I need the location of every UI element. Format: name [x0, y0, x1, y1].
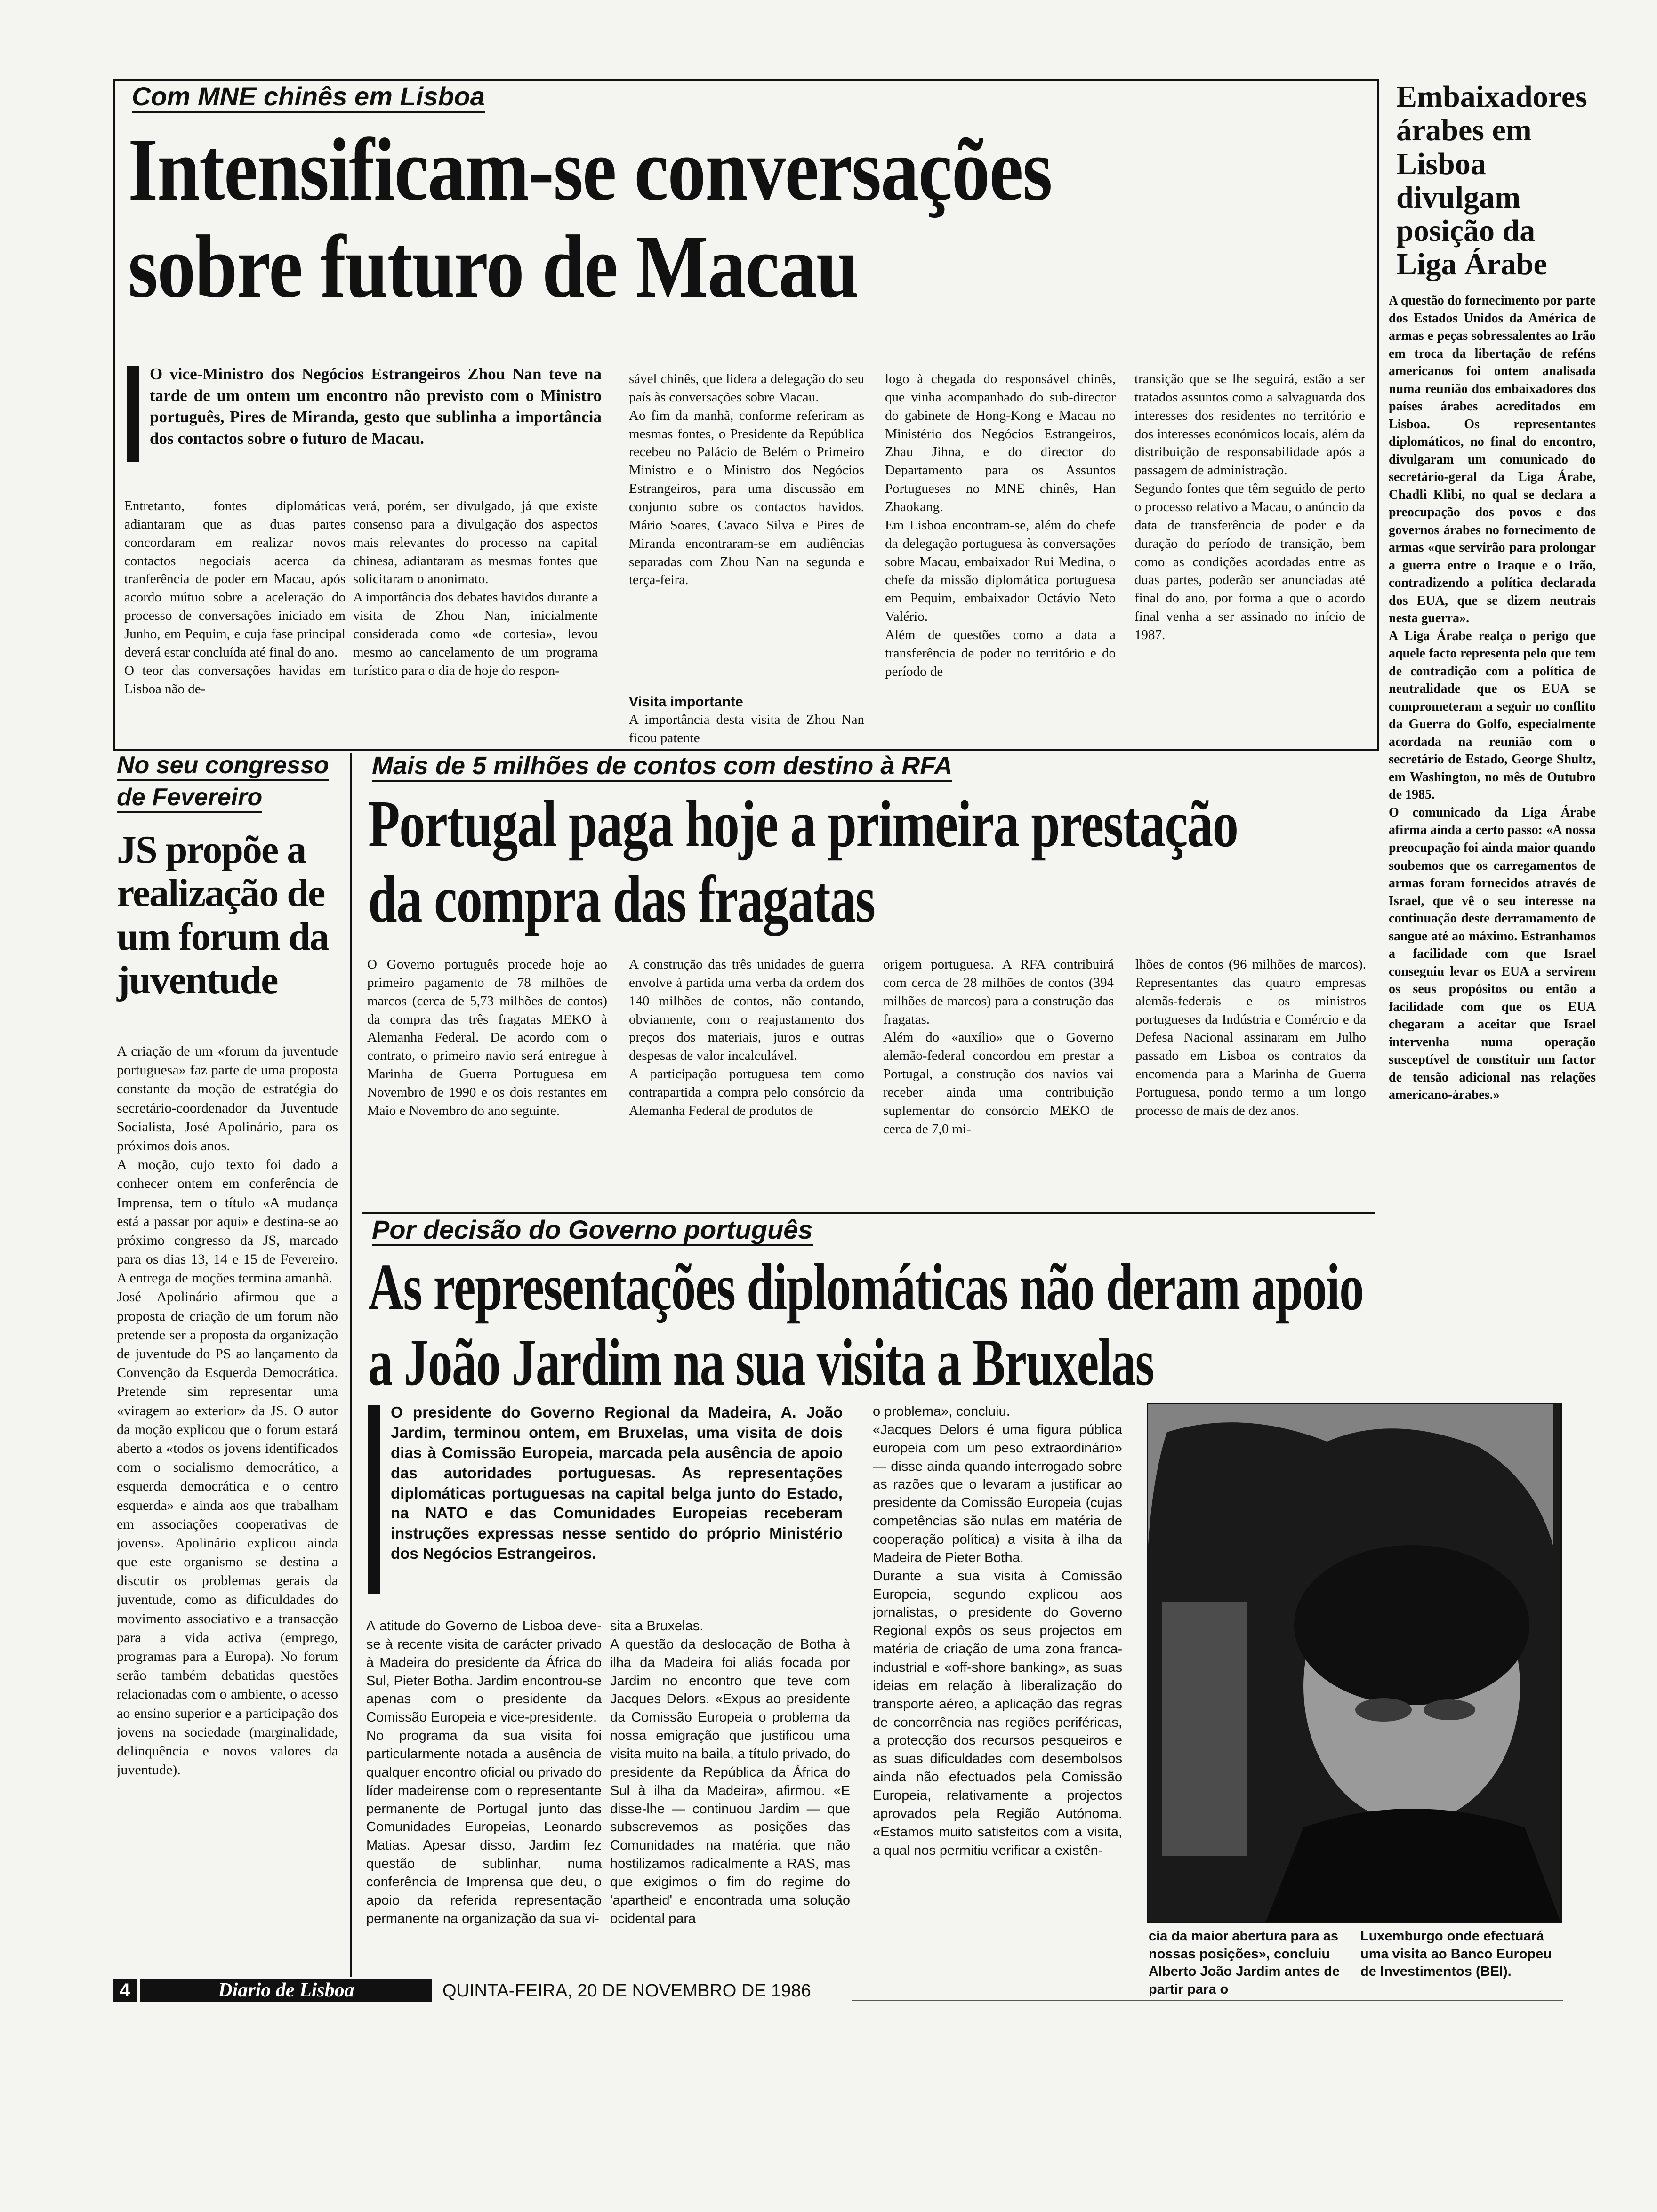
masthead-logo: Diario de Lisboa	[140, 1979, 432, 2002]
js-article-kicker-line2: de Fevereiro	[117, 783, 262, 811]
top-article-col3: sável chinês, que lidera a delegação do seu país às conversações sobre Macau. Ao fim da manhã, conforme referiram as mesmas fontes, o Presidente da República recebeu no Palácio de Belém o Primeiro Ministro e o Ministro dos Negócios Estrangeiros, para uma discussão em conjunto sobre os contactos havidos. Mário Soares, Cavaco Silva e Pires de Miranda encontraram-se em audiências separadas com Zhou Nan na segunda e terça-feira.	[629, 371, 864, 588]
top-article-col3-subhead: Visita importante	[629, 694, 743, 710]
top-article-col4: logo à chegada do responsável chinês, que vinha acompanhado do sub-director do gabinete de Hong-Kong e Macau no Ministério dos Negócios Estrangeiros, Zhau Jihna, e do director do Departamento para os Assuntos Portugueses no MNE chinês, Han Zhaokang. Em Lisboa encontram-se, além do chefe da delegação portuguesa às conversações sobre Macau, embaixador Rui Medina, o chefe da missão diplomática portuguesa em Pequim, embaixador Octávio Neto Valério. Além de questões como a data a transferência de poder no território e do período de	[885, 371, 1116, 679]
jardim-article-col3: o problema», concluiu. «Jacques Delors é uma figura pública europeia com um peso extraordinário» — disse ainda quando interrogado sobre as razões que o levaram a justificar ao presidente da Comissão Europeia (cujas competências são nulas em matéria de cooperação política) a visita à ilha da Madeira de Pieter Botha. Durante a sua visita à Comissão Europeia, segundo explicou aos jornalistas, o presidente do Governo Regional expôs os seus projectos em matéria de criação de uma zona franca-industrial e «off-shore banking», as suas ideias em relação à liberalização do transporte aéreo, a aplicação das regras de concorrência nas regiões periféricas, a protecção dos recursos pesqueiros e as suas dificuldades com desembolsos ainda não efectuados pela Comissão Europeia, relativamente a projectos aprovados pela Região Autónoma. «Estamos muito satisfeitos com a visita, a qual nos permitiu verificar a existên-	[873, 1404, 1122, 1858]
frigates-article-col4: lhões de contos (96 milhões de marcos). Representantes das quatro empresas alemãs-federais e os ministros portugueses da Indústria e Comércio e da Defesa Nacional assinaram em Julho passado em Lisboa os contratos da encomenda para a Marinha de Guerra Portuguesa, pondo termo a um longo processo de mais de dez anos.	[1135, 957, 1366, 1118]
jardim-article-headline-line1: As representações diplomáticas não deram apoio	[368, 1250, 1364, 1324]
js-article-kicker-line1: No seu congresso	[117, 751, 329, 779]
top-article-col1: Entretanto, fontes diplomáticas adiantaram que as duas partes concordaram em realizar novos contactos negociais acerca da tranferência de poder em Macau, após acordo mútuo sobre a aceleração do processo de conversações iniciado em Junho, em Pequim, e cuja fase principal deverá estar concluída até final do ano. O teor das conversações havidas em Lisboa não de-	[124, 498, 346, 697]
frigates-article-col2: A construção das três unidades de guerra envolve à partida uma verba da ordem dos 140 milhões de contos, não contando, obviamente, com o reajustamento dos preços dos materiais, juros e outras despesas de valor incalculável. A participação portuguesa tem como contrapartida a compra pelo consórcio da Alemanha Federal de produtos de	[629, 957, 864, 1118]
frigates-article-headline-line1: Portugal paga hoje a primeira prestação	[368, 786, 1238, 861]
right-article-body: A questão do fornecimento por parte dos Estados Unidos da América de armas e peças sobressalentes ao Irão em troca da libertação de reféns americanos foi ontem analisada numa reunião dos embaixadores dos países árabes acreditados em Lisboa. Os representantes diplomáticos, no final do encontro, divulgaram um comunicado do secretário-geral da Liga Árabe, Chadli Klibi, no qual se declara a preocupação dos povos e dos governos árabes no fornecimento de armas «que servirão para prolongar a guerra entre o Iraque e o Irão, contradizendo a política declarada dos EUA, que se dizem neutrais nesta guerra». A Liga Árabe realça o perigo que aquele facto representa pelo que tem de contradição com a política de neutralidade que os EUA se comprometeram a seguir no conflito da Guerra do Golfo, especialmente acordada na reunião com o secretário de Estado, George Shultz, em Washington, no mês de Outubro de 1985. O comunicado da Liga Árabe afirma ainda a certo passo: «A nossa preocupação foi ainda maior quando soubemos que os carregamentos de armas foram fornecidos através de Israel, que vê o seu interesse na continuação deste derramamento de sangue até ao máximo. Estranhamos a facilidade com que Israel conseguiu levar os EUA a servirem os seus propósitos ou então a facilidade com que os EUA chegaram a aceitar que Israel intervenha numa operação susceptível de constituir um factor de tensão adicional nas relações americano-árabes.»	[1389, 293, 1596, 1103]
jardim-article-headline-line2: a João Jardim na sua visita a Bruxelas	[368, 1325, 1154, 1399]
top-article-lead: O vice-Ministro dos Negócios Estrangeiros Zhou Nan teve na tarde de um ontem um encontro não previsto com o Ministro português, Pires de Miranda, gesto que sublinha a importância dos contactos sobre o futuro de Macau.	[150, 365, 602, 448]
top-article-lead-bar	[127, 366, 139, 462]
frigates-article-bottom-rule	[362, 1212, 1375, 1214]
js-article-divider	[350, 753, 352, 1977]
js-article-body: A criação de um «forum da juventude portuguesa» faz parte de uma proposta constante da moção de estratégia do secretário-coordenador da Juventude Socialista, José Apolinário, para os próximos dois anos. A moção, cujo texto foi dado a conhecer ontem em conferência de Imprensa, tem o título «A mudança está a passar por aqui» e destina-se ao próximo congresso da JS, marcado para os dias 13, 14 e 15 de Fevereiro. A entrega de moções termina amanhã. José Apolinário afirmou que a proposta de criação de um forum não pretende ser a proposta da organização de juventude do PS ao lançamento da Convenção da Esquerda Democrática. Pretende sim representar uma «viragem ao exterior» da JS. O autor da moção explicou que o forum estará aberto a «todos os jovens identificados com o socialismo democrático, a esquerda democrática e o centro esquerda» e ainda aos que trabalham em associações cooperativas de jovens». Apolinário explicou ainda que este organismo se destina a discutir os problemas gerais da juventude, como as dificuldades do movimento associativo e a transacção para a vida activa (emprego, programas para a Europa). No forum serão também debatidas questões relacionadas com o ambiente, o acesso ao ensino superior e a participação dos jovens na sociedade (marginalidade, delinquência e novos valores da juventude).	[117, 1043, 338, 1778]
top-article-headline-line2: sobre futuro de Macau	[128, 217, 858, 316]
top-article-headline-line1: Intensificam-se conversações	[128, 120, 1052, 219]
jardim-photo	[1147, 1403, 1562, 1923]
top-article-col3-after: A importância desta visita de Zhou Nan ficou patente	[629, 712, 864, 745]
frigates-article-col1: O Governo português procede hoje ao primeiro pagamento de 78 milhões de marcos (cerca de 5,73 milhões de contos) da compra das três fragatas MEKO à Alemanha Federal. De acordo com o contrato, o primeiro navio será entregue à Marinha de Guerra Portuguesa em Novembro de 1990 e os dois restantes em Maio e Novembro do ano seguinte.	[367, 957, 607, 1118]
right-article-headline: Embaixadores árabes em Lisboa divulgam posição da Liga Árabe	[1396, 80, 1587, 282]
jardim-article-lead: O presidente do Governo Regional da Madeira, A. João Jardim, terminou ontem, em Bruxelas, uma visita de dois dias à Comissão Europeia, marcada pela ausência de apoio das autoridades portuguesas. As representações diplomáticas portuguesas na capital belga junto do Estado, na NATO e das Comunidades Europeias receberam instruções expressas nesse sentido do próprio Ministério dos Negócios Estrangeiros.	[391, 1403, 843, 1563]
top-article-kicker: Com MNE chinês em Lisboa	[132, 81, 485, 112]
jardim-article-col2: sita a Bruxelas. A questão da deslocação de Botha à ilha da Madeira foi aliás focada por Jardim no encontro que teve com Jacques Delors. «Expus ao presidente da Comissão Europeia o problema da nossa emigração que justificou uma visita muito na baila, a título privado, do presidente da República da África do Sul à ilha da Madeira», afirmou. «E disse-lhe — continuou Jardim — que subscrevemos as posições das Comunidades na matéria, que não hostilizamos radicalmente a RAS, mas que exigimos o fim do regime do 'apartheid' e encontrada uma solução ocidental para	[610, 1619, 850, 1926]
page-number: 4	[113, 1979, 137, 2002]
top-article-col2: verá, porém, ser divulgado, já que existe consenso para a divulgação dos aspectos mais relevantes do processo na capital chinesa, adiantaram as mesmas fontes que solicitaram o anonimato. A importância dos debates havidos durante a visita de Zhou Nan, inicialmente considerada como «de cortesia», levou mesmo ao cancelamento de um programa turístico para o dia de hoje do respon-	[353, 498, 598, 678]
frigates-article-col3: origem portuguesa. A RFA contribuirá com cerca de 28 milhões de contos (394 milhões de marcos) para a construção das fragatas. Além do «auxílio» que o Governo alemão-federal concordou em prestar a Portugal, a construção dos navios vai receber ainda uma contribuição suplementar do consórcio MEKO de cerca de 7,0 mi-	[883, 957, 1114, 1137]
js-article-headline: JS propõe a realização de um forum da juventude	[117, 828, 329, 1002]
frigates-article-kicker: Mais de 5 milhões de contos com destino à RFA	[372, 751, 952, 780]
frigates-article-headline-line2: da compra das fragatas	[368, 862, 875, 936]
jardim-caption-left: cia da maior abertura para as nossas posições», concluiu Alberto João Jardim antes de partir para o	[1149, 1929, 1340, 1997]
portrait-image	[1148, 1404, 1560, 1922]
top-article-col5: transição que se lhe seguirá, estão a ser tratados assuntos como a salvaguarda dos interesses dos residentes no território e dos interesses económicos locais, além da distribuição de responsabilidade após a passagem de administração. Segundo fontes que têm seguido de perto o processo relativo a Macau, o anúncio da data de transferência de poder e da duração do período de transição, bem como as condições acordadas entre as duas partes, poderão ser anunciadas até final do ano, por forma a que o acordo final venha a ser assinado no início de 1987.	[1134, 371, 1365, 643]
issue-date: QUINTA-FEIRA, 20 DE NOVEMBRO DE 1986	[442, 1981, 811, 2001]
jardim-article-lead-bar	[368, 1405, 380, 1594]
footer-rule	[852, 2000, 1563, 2001]
jardim-article-kicker: Por decisão do Governo português	[372, 1214, 813, 1245]
jardim-article-col1: A atitude do Governo de Lisboa deve-se à recente visita de carácter privado à Madeira do presidente da África do Sul, Pieter Botha. Jardim encontrou-se apenas com o presidente da Comissão Europeia e vice-presidente. No programa da sua visita foi particularmente notada a ausência de qualquer encontro oficial ou privado do líder madeirense com o representante permanente de Portugal junto das Comunidades Europeias, Leonardo Matias. Apesar disso, Jardim fez questão de sublinhar, numa conferência de Imprensa que deu, o apoio da referida representação permanente na organização da sua vi-	[366, 1619, 602, 1926]
jardim-caption-right: Luxemburgo onde efectuará uma visita ao Banco Europeu de Investimentos (BEI).	[1360, 1929, 1552, 1980]
